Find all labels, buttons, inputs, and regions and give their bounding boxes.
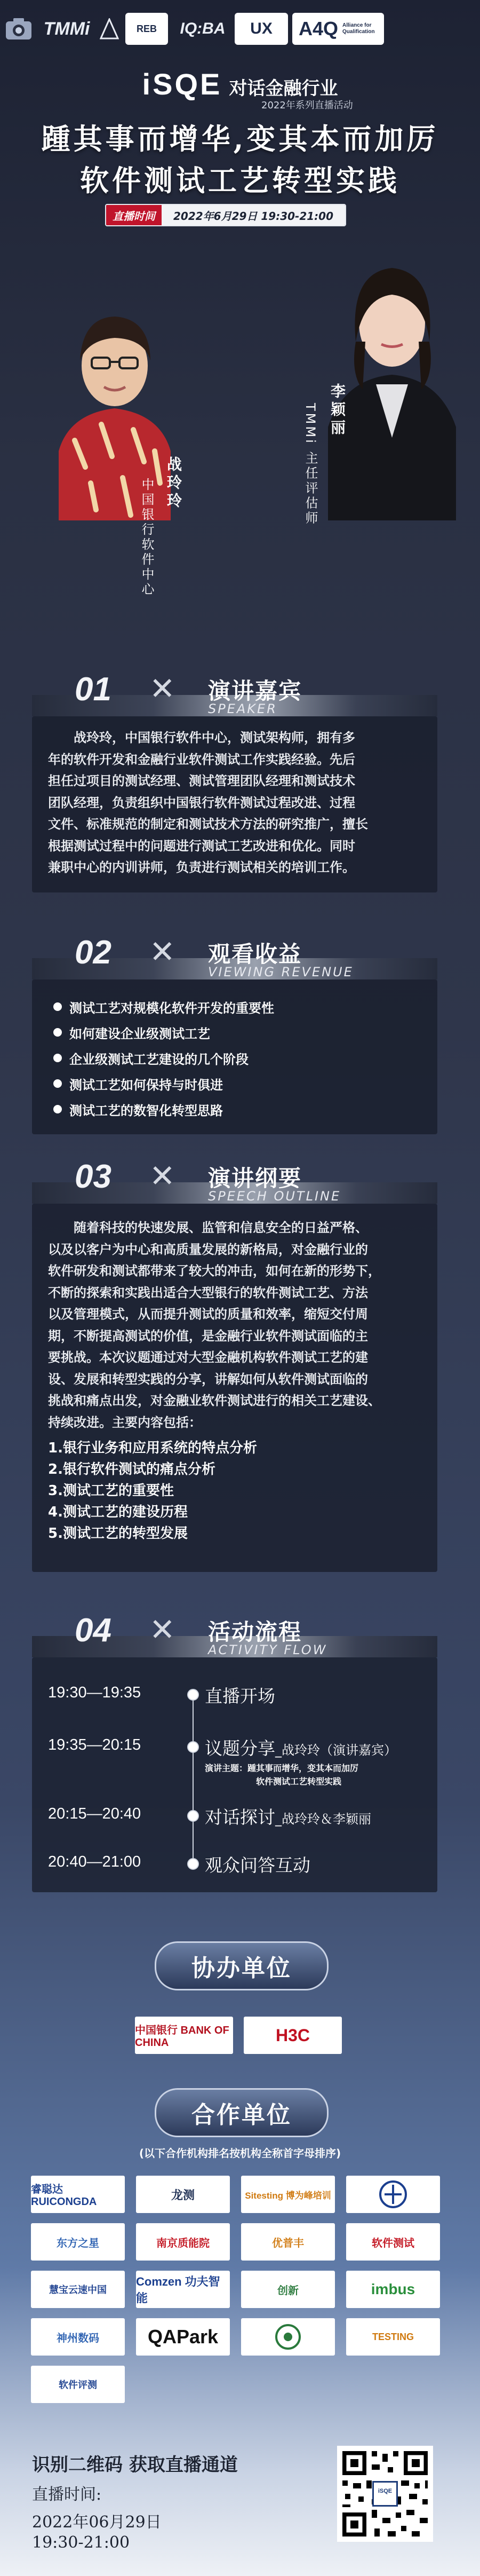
partner-logo: 慧宝云速中国 — [31, 2271, 125, 2308]
partners-title: 合作单位 — [155, 2088, 329, 2137]
list-item-text: 测试工艺如何保持与时俱进 — [69, 1077, 223, 1093]
section1-line: 担任过项目的测试经理、测试管理团队经理和测试技术 — [48, 773, 355, 788]
footer-date: 2022年06月29日 — [32, 2513, 162, 2532]
section1-body — [48, 727, 432, 879]
reb-logo: REB — [125, 13, 168, 45]
partner-logo: 创新 — [241, 2271, 335, 2308]
boc-logo: 中国银行 BANK OF CHINA — [135, 2017, 233, 2054]
section3-outline — [48, 1437, 257, 1544]
list-item — [53, 1071, 274, 1096]
section2-title: 观看收益 — [208, 941, 302, 967]
event-brand — [0, 67, 480, 111]
section3-line: 设、发展和转型实践的分享，讲解如何从软件测试面临的 — [48, 1371, 368, 1387]
timeline-dot-icon — [187, 1810, 199, 1822]
section3-line: 以及管理模式，从而提升测试的质量和效率，缩短交付周 — [48, 1307, 368, 1322]
agenda-note: _战玲玲＆李颖丽 — [275, 1812, 371, 1827]
section3-line: 随着科技的快速发展、监管和信息安全的日益严格、 — [74, 1220, 368, 1235]
right-speaker-photo — [312, 235, 472, 520]
co-organizers-title: 协办单位 — [155, 1941, 329, 1990]
section4-title: 活动流程 — [208, 1619, 302, 1645]
partner-logo: Sitesting 博为峰培训 — [241, 2176, 335, 2213]
section3-en: SPEECH OUTLINE — [208, 1189, 341, 1204]
partner-logo: TESTING — [346, 2318, 440, 2356]
agenda-title-text: 议题分享 — [205, 1738, 275, 1759]
partner-logo: 龙测 — [136, 2176, 230, 2213]
partner-logo: 睿聪达 RUICONGDA — [31, 2176, 125, 2213]
section2-en: VIEWING REVENUE — [208, 965, 354, 979]
brand-cn: 对话金融行业 — [229, 78, 338, 99]
timeline-dot-icon — [187, 1689, 199, 1701]
close-icon: ✕ — [149, 1158, 175, 1194]
section1-line: 年的软件开发和金融行业软件测试工作实践经验。先后 — [48, 752, 355, 767]
partner-logo — [346, 2176, 440, 2213]
section3-line: 期，不断提高测试的价值，是金融行业软件测试面临的主 — [48, 1328, 368, 1344]
close-icon: ✕ — [149, 670, 175, 707]
partner-logo: imbus — [346, 2271, 440, 2308]
section3-line: 以及以客户为中心和高质量发展的新格局，对金融行业的 — [48, 1242, 368, 1257]
left-speaker-name: 战玲玲 — [165, 456, 182, 511]
triangle-logo-icon — [99, 13, 120, 45]
section1-line: 团队经理，负责组织中国银行软件测试过程改进、过程 — [48, 795, 355, 810]
list-item — [53, 1045, 274, 1071]
logo-bar — [0, 13, 480, 45]
section3-num: 03 — [75, 1158, 111, 1195]
section3-line: 持续改进。主要内容包括： — [48, 1415, 202, 1430]
section1-line: 根据测试过程中的问题进行测试工艺改进和优化。同时 — [48, 838, 355, 854]
partner-logo: 南京质能院 — [136, 2223, 230, 2261]
partner-logo: 软件测试 — [346, 2223, 440, 2261]
section3-line: 要挑战。本次议题通过对大型金融机构软件测试工艺的建 — [48, 1350, 368, 1365]
agenda-title: 观众问答互动 — [205, 1855, 310, 1876]
timeline-dot-icon — [187, 1858, 199, 1870]
agenda-note: _战玲玲（演讲嘉宾） — [275, 1743, 397, 1758]
section3-header — [32, 1150, 437, 1204]
live-time-badge — [105, 204, 346, 226]
live-value: 2022年6月29日 19:30-21:00 — [162, 205, 345, 225]
bullet-dot-icon — [53, 1028, 62, 1037]
section1-title: 演讲嘉宾 — [208, 678, 302, 704]
brand-name: iSQE — [142, 67, 222, 101]
hero-title-line1: 踵其事而增华,变其本而加厉 — [41, 122, 439, 156]
agenda-detail: 演讲主题：踵其事而增华，变其本而加厉 — [205, 1763, 359, 1773]
footer-hours: 19:30-21:00 — [32, 2533, 130, 2552]
list-item — [53, 1096, 274, 1122]
bullet-dot-icon — [53, 1105, 62, 1113]
outline-item: 5.测试工艺的转型发展 — [48, 1526, 188, 1542]
footer-cta: 识别二维码 获取直播通道 — [32, 2454, 238, 2476]
agenda-title: 直播开场 — [205, 1686, 275, 1706]
agenda-time: 19:30—19:35 — [48, 1684, 141, 1701]
a4q-logo-tag: Alliance for Qualification — [342, 22, 375, 35]
section4-num: 04 — [75, 1612, 111, 1649]
outline-item: 4.测试工艺的建设历程 — [48, 1504, 188, 1520]
agenda-time: 19:35—20:15 — [48, 1736, 141, 1753]
section2-list — [53, 994, 274, 1122]
list-item-text: 测试工艺的数智化转型思路 — [69, 1103, 223, 1118]
right-speaker-org: TMMi 主任评估师 — [303, 403, 318, 526]
brand-sub: 2022年系列直播活动 — [261, 100, 353, 111]
ux-logo: UX — [235, 13, 288, 45]
footer-time-label: 直播时间: — [32, 2485, 102, 2504]
agenda-title — [205, 1735, 397, 1760]
list-item — [53, 1020, 274, 1045]
section3-line: 挑战和痛点出发，对金融业软件测试进行的相关工艺建设、 — [48, 1393, 381, 1408]
section4-en: ACTIVITY FLOW — [208, 1642, 327, 1657]
list-item — [53, 994, 274, 1020]
section3-line: 不断的探索和实践出适合大型银行的软件测试工艺、方法 — [48, 1285, 368, 1300]
section2-header — [32, 926, 437, 979]
section3-line: 软件研发和测试都带来了较大的冲击，如何在新的形势下， — [48, 1263, 381, 1278]
agenda-time: 20:40—21:00 — [48, 1853, 141, 1870]
timeline-dot-icon — [187, 1741, 199, 1753]
list-item-text: 测试工艺对规模化软件开发的重要性 — [69, 1000, 274, 1016]
camera-logo-icon — [0, 13, 37, 45]
live-label: 直播时间 — [106, 205, 162, 225]
partner-logo — [241, 2318, 335, 2356]
outline-item: 3.测试工艺的重要性 — [48, 1483, 174, 1499]
agenda-title-text: 对话探讨 — [205, 1807, 275, 1828]
bullet-dot-icon — [53, 1079, 62, 1088]
a4q-logo — [292, 13, 384, 45]
section1-num: 01 — [75, 671, 111, 708]
hero-title-line2: 软件测试工艺转型实践 — [80, 163, 400, 197]
partner-logo: 神州数码 — [31, 2318, 125, 2356]
bullet-dot-icon — [53, 1002, 62, 1011]
partner-logo: Comzen 功夫智能 — [136, 2271, 230, 2308]
tmmi-logo: TMMi — [43, 18, 90, 39]
partners-subtitle: (以下合作机构排名按机构全称首字母排序) — [139, 2147, 341, 2160]
list-item-text: 如何建设企业级测试工艺 — [69, 1026, 210, 1041]
partner-logo: 优普丰 — [241, 2223, 335, 2261]
iqba-logo: IQ:BA — [180, 20, 226, 37]
left-speaker-org: 中国银行软件中心 — [139, 478, 154, 597]
section1-header — [32, 663, 437, 716]
timeline-line — [193, 1695, 194, 1866]
section1-line: 兼职中心的内训讲师，负责进行测试相关的培训工作。 — [48, 860, 355, 875]
section3-body — [48, 1217, 432, 1433]
partner-logo: QAPark — [136, 2318, 230, 2356]
close-icon: ✕ — [149, 1611, 175, 1648]
agenda-title — [205, 1804, 371, 1829]
qr-code[interactable] — [337, 2446, 433, 2542]
section1-en: SPEAKER — [208, 701, 277, 716]
right-speaker-name: 李颖丽 — [329, 383, 346, 438]
outline-item: 2.银行软件测试的痛点分析 — [48, 1461, 215, 1477]
section1-line: 文件、标准规范的制定和测试技术方法的研究推广，擅长 — [48, 817, 368, 832]
partner-logo: 软件评测 — [31, 2366, 125, 2403]
section4-header — [32, 1604, 437, 1657]
close-icon: ✕ — [149, 934, 175, 970]
section1-line: 战玲玲，中国银行软件中心，测试架构师，拥有多 — [74, 730, 355, 745]
agenda-time: 20:15—20:40 — [48, 1805, 141, 1822]
list-item-text: 企业级测试工艺建设的几个阶段 — [69, 1052, 249, 1067]
section3-title: 演讲纲要 — [208, 1165, 302, 1191]
qr-center-label: iSQE — [378, 2488, 393, 2494]
partner-logo: 东方之星 — [31, 2223, 125, 2261]
bullet-dot-icon — [53, 1054, 62, 1062]
section2-num: 02 — [75, 934, 111, 971]
a4q-logo-text: A4Q — [299, 18, 339, 39]
outline-item: 1.银行业务和应用系统的特点分析 — [48, 1440, 257, 1456]
h3c-logo: H3C — [244, 2017, 342, 2054]
agenda-detail: 软件测试工艺转型实践 — [256, 1776, 342, 1787]
